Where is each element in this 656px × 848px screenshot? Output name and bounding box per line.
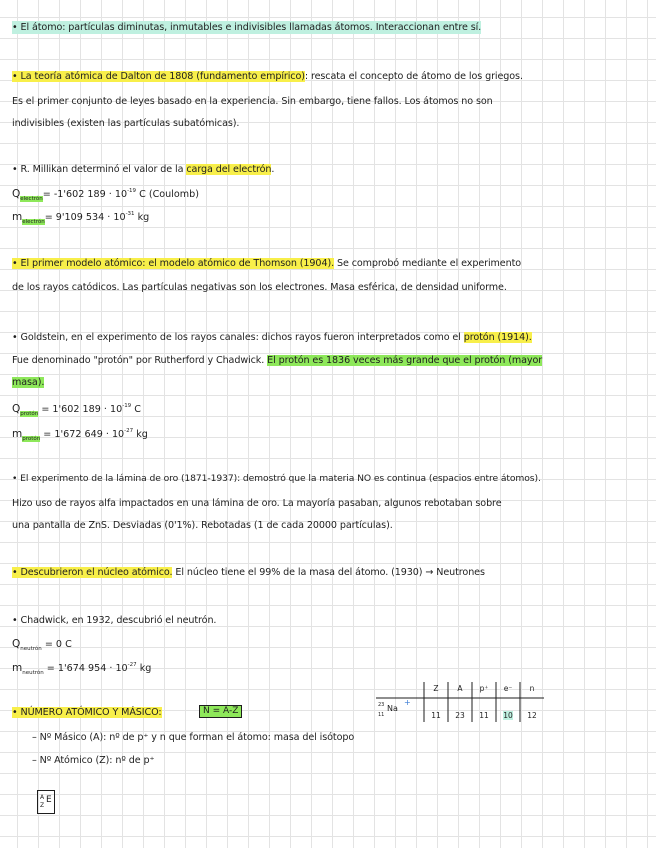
goldstein-text: • Goldstein, en el experimento de los rayos canales: dichos rayos fueron interpretados como el (12, 332, 464, 343)
isotope-table (376, 682, 546, 722)
q-subscript: electrón (20, 196, 43, 202)
goldstein-text-2: Fue denominado "protón" por Rutherford y Chadwick. (12, 355, 268, 366)
proton-mass-highlight-2: masa). (12, 377, 45, 388)
q-subscript: neutrón (20, 646, 42, 652)
m-unit: kg (134, 212, 150, 223)
q-symbol: Q (12, 638, 21, 650)
dalton-highlight: • La teoría atómica de Dalton de 1808 (fundamento empírico) (12, 71, 305, 82)
q-subscript: protón (20, 411, 39, 417)
notation-box-top: A (40, 794, 45, 801)
plus-icon: + (404, 698, 411, 707)
q-unit: C (Coulomb) (136, 189, 199, 200)
q-value: = -1'602 189 · 10 (42, 189, 128, 200)
dalton-rest: : rescata el concepto de átomo de los griegos. (304, 71, 523, 82)
q-exponent: -19 (122, 403, 132, 409)
thomson-rest: Se comprobó mediante el experimento (334, 258, 521, 269)
atomic-number-line: – Nº Atómico (Z): nº de p⁺ (32, 755, 155, 766)
dalton-line-3: indivisibles (existen las partículas subatómicas). (12, 118, 240, 129)
q-value: = 1'602 189 · 10 (38, 404, 123, 415)
atomic-number-heading (12, 706, 162, 719)
electron-mass-formula (12, 208, 149, 229)
m-value: = 1'672 649 · 10 (40, 429, 125, 440)
isotope-header-e: e⁻ (503, 684, 513, 693)
millikan-line (12, 163, 274, 176)
m-subscript: electrón (22, 219, 45, 225)
gold-foil-line: • El experimento de la lámina de oro (1871-1937): demostró que la materia NO es continua (espacios entre átomos). (12, 473, 541, 484)
m-value: = 9'109 534 · 10 (44, 212, 126, 223)
nucleus-rest: El núcleo tiene el 99% de la masa del átomo. (1930) → Neutrones (172, 567, 485, 578)
thomson-line-2: de los rayos catódicos. Las partículas negativas son los electrones. Masa esférica, de densidad uniforme. (12, 282, 507, 293)
gold-foil-line-2: Hizo uso de rayos alfa impactados en una lámina de oro. La mayoría pasaban, algunos rebotaban sobre (12, 498, 502, 509)
m-symbol: m (12, 428, 23, 440)
isotope-header-n: n (529, 684, 535, 693)
proton-mass-formula (12, 425, 148, 446)
neutron-equation-box: N = A-Z (199, 705, 242, 718)
q-symbol: Q (12, 188, 21, 200)
m-exponent: -31 (125, 211, 135, 217)
thomson-line (12, 257, 521, 270)
q-unit: C (131, 404, 141, 415)
proton-charge-formula (12, 400, 141, 421)
isotope-mass-number: 23 (378, 702, 385, 708)
millikan-text: • R. Millikan determinó el valor de la (12, 164, 187, 175)
isotope-value-e (498, 711, 518, 720)
millikan-dot: . (271, 164, 275, 175)
q-exponent: -19 (127, 188, 137, 194)
isotope-value-n: 12 (527, 711, 537, 720)
isotope-value-a: 23 (455, 711, 465, 720)
intro-line: • El átomo: partículas diminutas, inmutables e indivisibles llamadas átomos. Interaccionan entre sí. (12, 22, 482, 33)
m-exponent: -27 (124, 428, 134, 434)
neutron-mass-formula (12, 659, 151, 680)
q-value: = 0 C (41, 639, 72, 650)
isotope-value-p: 11 (479, 711, 489, 720)
isotope-header-z: Z (433, 684, 439, 693)
isotope-header-p: p⁺ (479, 684, 489, 693)
proton-mass-highlight: El protón es 1836 veces más grande que el protón (mayor (267, 355, 543, 366)
m-subscript: protón (22, 436, 41, 442)
m-symbol: m (12, 211, 23, 223)
electron-charge-formula (12, 185, 199, 206)
goldstein-line-3 (12, 376, 44, 389)
notation-box-letter: E (46, 795, 52, 805)
thomson-highlight: • El primer modelo atómico: el modelo atómico de Thomson (1904). (12, 258, 335, 269)
nucleus-highlight: • Descubrieron el núcleo atómico. (12, 567, 173, 578)
atomic-number-highlight: • NÚMERO ATÓMICO Y MÁSICO: (12, 707, 162, 718)
isotope-atomic-number: 11 (378, 712, 385, 718)
notation-box (37, 790, 55, 814)
notation-box-bottom: Z (40, 802, 45, 809)
nucleus-line (12, 566, 485, 579)
dalton-line-2: Es el primer conjunto de leyes basado en la experiencia. Sin embargo, tiene fallos. Los átomos no son (12, 96, 493, 107)
dalton-line (12, 70, 523, 83)
isotope-header-a: A (457, 684, 463, 693)
isotope-value-e-text: 10 (503, 711, 513, 720)
m-unit: kg (133, 429, 148, 440)
neutron-charge-formula (12, 638, 72, 656)
m-subscript: neutrón (22, 670, 44, 676)
m-symbol: m (12, 662, 23, 674)
chadwick-line: • Chadwick, en 1932, descubrió el neutrón. (12, 615, 217, 626)
m-exponent: -27 (127, 662, 137, 668)
goldstein-line (12, 331, 532, 344)
goldstein-highlight: protón (1914). (463, 332, 532, 343)
goldstein-line-2 (12, 354, 542, 367)
isotope-value-z: 11 (431, 711, 441, 720)
m-value: = 1'674 954 · 10 (43, 663, 128, 674)
millikan-highlight: carga del electrón (186, 164, 272, 175)
q-symbol: Q (12, 403, 21, 415)
isotope-element-symbol: Na (387, 704, 398, 713)
mass-number-line: – Nº Másico (A): nº de p⁺ y n que forman el átomo: masa del isótopo (32, 732, 355, 743)
m-unit: kg (136, 663, 152, 674)
gold-foil-line-3: una pantalla de ZnS. Desviadas (0'1%). Rebotadas (1 de cada 20000 partículas). (12, 520, 393, 531)
